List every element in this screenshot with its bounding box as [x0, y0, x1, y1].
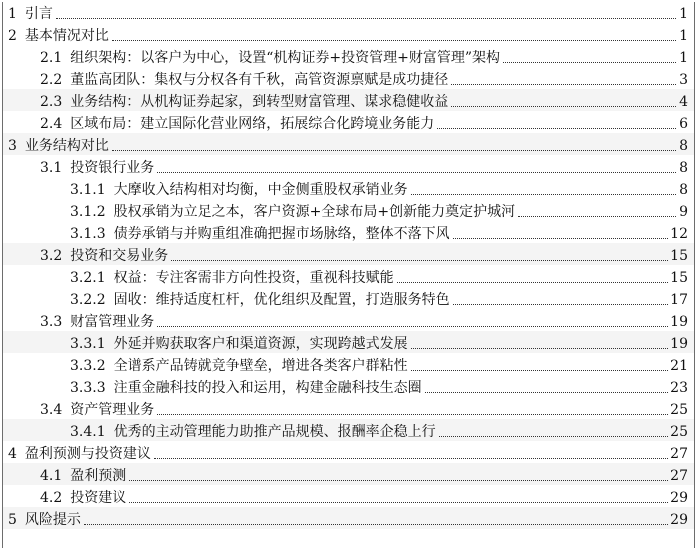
page-number: 3	[679, 72, 688, 88]
toc-entry[interactable]	[40, 89, 688, 111]
section-title: 基本情况对比	[24, 28, 109, 44]
toc-entry[interactable]	[70, 177, 688, 199]
section-number: 3.1.1	[70, 182, 106, 198]
section-number: 3	[8, 138, 17, 154]
toc-entry[interactable]	[8, 507, 688, 529]
section-title: 组织架构：以客户为中心，设置“机构证券+投资管理+财富管理”架构	[70, 50, 501, 66]
page-number: 25	[670, 424, 688, 440]
dot-leader	[129, 480, 668, 481]
page-number: 8	[679, 138, 688, 154]
toc-entry[interactable]	[40, 463, 688, 485]
dot-leader	[518, 216, 676, 217]
dot-leader	[425, 392, 669, 393]
section-number: 3.1	[40, 160, 63, 176]
dot-leader	[112, 150, 676, 151]
page-number: 27	[670, 446, 688, 462]
section-title: 投资和交易业务	[70, 248, 169, 264]
toc-entry[interactable]	[40, 67, 688, 89]
section-title: 优秀的主动管理能力助推产品规模、报酬率企稳上行	[113, 424, 436, 440]
section-title: 业务结构：从机构证券起家，到转型财富管理、谋求稳健收益	[70, 94, 449, 110]
section-title: 债券承销与并购重组准确把握市场脉络，整体不落下风	[113, 226, 450, 242]
section-number: 2.3	[40, 94, 63, 110]
section-title: 风险提示	[24, 512, 81, 528]
page-number: 17	[670, 292, 688, 308]
toc-entry[interactable]	[70, 419, 688, 441]
section-number: 4	[8, 446, 17, 462]
dot-leader	[154, 458, 668, 459]
section-title: 资产管理业务	[70, 402, 155, 418]
section-number: 2	[8, 28, 17, 44]
right-border	[694, 2, 695, 548]
section-number: 3.3	[40, 314, 63, 330]
page-number: 9	[679, 204, 688, 220]
page-number: 1	[679, 28, 688, 44]
page-number: 21	[670, 358, 688, 374]
section-number: 3.2	[40, 248, 63, 264]
toc-entry[interactable]	[40, 155, 688, 177]
dot-leader	[129, 502, 668, 503]
section-title: 全谱系产品铸就竞争壁垒，增进各类客户群粘性	[113, 358, 408, 374]
section-number: 2.1	[40, 50, 63, 66]
section-number: 3.2.1	[70, 270, 106, 286]
page-number: 1	[679, 50, 688, 66]
toc-entry[interactable]	[70, 221, 688, 243]
section-title: 区域布局：建立国际化营业网络，拓展综合化跨境业务能力	[70, 116, 435, 132]
section-title: 大摩收入结构相对均衡，中金侧重股权承销业务	[113, 182, 408, 198]
dot-leader	[453, 304, 669, 305]
section-number: 3.4	[40, 402, 63, 418]
section-title: 投资建议	[70, 490, 127, 506]
toc-entry[interactable]	[8, 133, 688, 155]
toc-entry[interactable]	[8, 441, 688, 463]
section-title: 财富管理业务	[70, 314, 155, 330]
dot-leader	[84, 524, 668, 525]
dot-leader	[56, 18, 676, 19]
section-title: 投资银行业务	[70, 160, 155, 176]
section-number: 5	[8, 512, 17, 528]
section-title: 引言	[24, 6, 53, 22]
page-number: 25	[670, 402, 688, 418]
dot-leader	[503, 62, 676, 63]
toc-entry[interactable]	[40, 397, 688, 419]
section-title: 盈利预测	[70, 468, 127, 484]
page-number: 1	[679, 6, 688, 22]
section-number: 3.3.2	[70, 358, 106, 374]
dot-leader	[411, 348, 669, 349]
page-number: 8	[679, 182, 688, 198]
dot-leader	[171, 260, 668, 261]
section-title: 业务结构对比	[24, 138, 109, 154]
page-number: 29	[670, 490, 688, 506]
dot-leader	[157, 326, 668, 327]
section-number: 3.1.3	[70, 226, 106, 242]
section-number: 2.4	[40, 116, 63, 132]
toc-entry[interactable]	[40, 45, 688, 67]
section-title: 权益：专注客需非方向性投资，重视科技赋能	[113, 270, 394, 286]
section-title: 盈利预测与投资建议	[24, 446, 151, 462]
dot-leader	[451, 106, 676, 107]
toc-entry[interactable]	[70, 331, 688, 353]
toc-entry[interactable]	[70, 199, 688, 221]
section-number: 3.3.1	[70, 336, 106, 352]
dot-leader	[453, 238, 669, 239]
page-number: 15	[670, 248, 688, 264]
dot-leader	[397, 282, 669, 283]
section-number: 3.3.3	[70, 380, 106, 396]
section-title: 外延并购获取客户和渠道资源，实现跨越式发展	[113, 336, 408, 352]
page-number: 23	[670, 380, 688, 396]
toc-entry[interactable]	[40, 309, 688, 331]
dot-leader	[437, 128, 676, 129]
page-number: 4	[679, 94, 688, 110]
dot-leader	[157, 414, 668, 415]
dot-leader	[439, 436, 669, 437]
section-title: 董监高团队：集权与分权各有千秋，高管资源禀赋是成功捷径	[70, 72, 449, 88]
toc-entry[interactable]	[8, 1, 688, 23]
toc-entry[interactable]	[70, 265, 688, 287]
page-number: 29	[670, 512, 688, 528]
toc-entry[interactable]	[70, 353, 688, 375]
section-title: 固收：维持适度杠杆，优化组织及配置，打造服务特色	[113, 292, 450, 308]
section-number: 4.2	[40, 490, 63, 506]
section-number: 3.2.2	[70, 292, 106, 308]
dot-leader	[112, 40, 676, 41]
section-number: 3.1.2	[70, 204, 106, 220]
dot-leader	[451, 84, 676, 85]
page-number: 8	[679, 160, 688, 176]
dot-leader	[411, 194, 676, 195]
page-number: 27	[670, 468, 688, 484]
page-number: 12	[670, 226, 688, 242]
toc-entry[interactable]	[40, 243, 688, 265]
page-number: 6	[679, 116, 688, 132]
page-number: 15	[670, 270, 688, 286]
page-number: 19	[670, 336, 688, 352]
dot-leader	[157, 172, 676, 173]
toc-entry[interactable]	[70, 287, 688, 309]
page-number: 19	[670, 314, 688, 330]
section-number: 1	[8, 6, 17, 22]
toc-entry[interactable]	[40, 485, 688, 507]
section-title: 股权承销为立足之本，客户资源+全球布局+创新能力奠定护城河	[113, 204, 516, 220]
section-title: 注重金融科技的投入和运用，构建金融科技生态圈	[113, 380, 422, 396]
toc-entry[interactable]	[8, 23, 688, 45]
toc-entry[interactable]	[70, 375, 688, 397]
section-number: 2.2	[40, 72, 63, 88]
section-number: 4.1	[40, 468, 63, 484]
dot-leader	[411, 370, 669, 371]
section-number: 3.4.1	[70, 424, 106, 440]
toc-entry[interactable]	[40, 111, 688, 133]
